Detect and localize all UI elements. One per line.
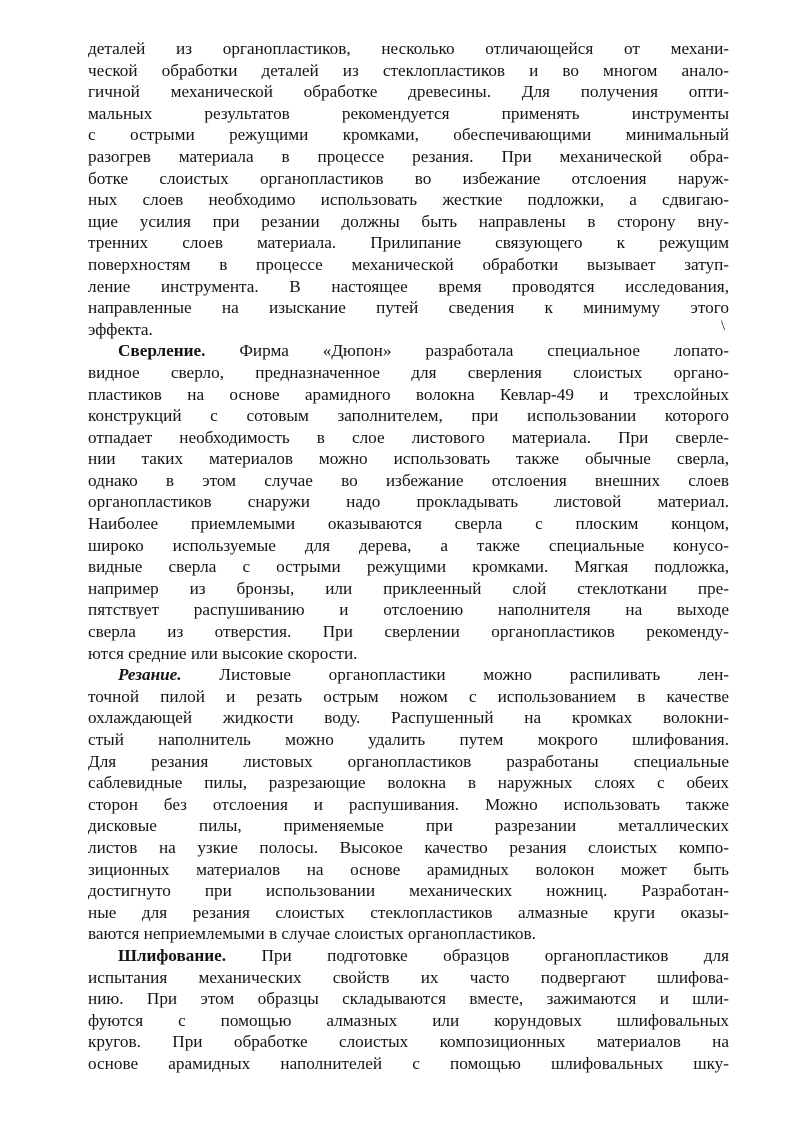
text-line: поверхностям в процессе механической обработки вызывает затуп- (88, 254, 729, 274)
text-line: испытания механических свойств их часто подвергают шлифова- (88, 967, 729, 987)
text-line: мальных результатов рекомендуется применять инструменты (88, 103, 729, 123)
text-line: стый наполнитель можно удалить путем мокрого шлифования. (88, 730, 729, 749)
paragraph-drilling (88, 340, 729, 664)
text-line: ческой обработки деталей из стеклопластиков и во многом анало- (88, 60, 729, 80)
text-line: листов на узкие полосы. Высокое качество резания слоистых компо- (88, 837, 729, 857)
text-line: направленные на изыскание путей сведения к минимуму этого (88, 298, 729, 318)
text-fragment: Фирма «Дюпон» разработала специальное лопато- (205, 341, 729, 361)
text-line: однако в этом случае во избежание отслоения внешних слоев (88, 470, 729, 490)
stray-mark: \ (720, 318, 725, 334)
text-fragment: При подготовке образцов органопластиков для (226, 945, 729, 965)
text-line: пластиков на основе арамидного волокна Кевлар-49 и трехслойных (88, 384, 729, 404)
text-line: Наиболее приемлемыми оказываются сверла с плоским концом, (88, 514, 729, 534)
text-line: видные сверла с острыми режущими кромками. Мягкая подложка, (88, 557, 729, 577)
text-line: пятствует распушиванию и отслоению наполнителя на выходе (88, 600, 729, 620)
text-line (88, 945, 729, 967)
text-line: сверла из отверстия. При сверлении органопластиков рекоменду- (88, 622, 729, 642)
text-line: саблевидные пилы, разрезающие волокна в наружных слоях с обеих (88, 773, 729, 793)
text-line: отпадает необходимость в слое листового материала. При сверле- (88, 427, 729, 447)
text-line: видное сверло, предназначенное для сверления слоистых органо- (88, 362, 729, 382)
text-line: органопластиков снаружи надо прокладывать листовой материал. (88, 492, 729, 512)
text-line: Для резания листовых органопластиков разработаны специальные (88, 751, 729, 771)
text-line: например из бронзы, или приклеенный слой стеклоткани пре- (88, 578, 729, 598)
text-line: фуются с помощью алмазных или корундовых шлифовальных (88, 1010, 729, 1030)
paragraph-continuation (88, 38, 729, 340)
text-line: ление инструмента. В настоящее время проводятся исследования, (88, 276, 729, 296)
text-line: ных слоев необходимо использовать жесткие подложки, а сдвигаю- (88, 190, 729, 210)
text-line: деталей из органопластиков, несколько отличающейся от механи- (88, 39, 729, 58)
section-heading-cutting: Резание. (118, 665, 182, 685)
text-line: конструкций с сотовым заполнителем, при использовании которого (88, 406, 729, 426)
text-line: основе арамидных наполнителей с помощью шлифовальных шку- (88, 1053, 729, 1073)
text-line: ные для резания слоистых стеклопластиков алмазные круги оказы- (88, 902, 729, 922)
text-line: с острыми режущими кромками, обеспечивающими минимальный (88, 125, 729, 145)
text-line: ются средние или высокие скорости. (88, 643, 358, 663)
section-heading-grinding: Шлифование. (118, 945, 227, 965)
text-line: точной пилой и резать острым ножом с использованием в качестве (88, 686, 729, 706)
text-line: тренних слоев материала. Прилипание связующего к режущим (88, 233, 729, 253)
text-line: гичной механической обработке древесины. Для получения опти- (88, 82, 729, 102)
text-line: сторон без отслоения и распушивания. Можно использовать также (88, 794, 729, 814)
text-line: достигнуто при использовании механических ножниц. Разработан- (88, 881, 729, 901)
text-line: ваются неприемлемыми в случае слоистых органопластиков. (88, 924, 536, 944)
text-line: нии таких материалов можно использовать также обычные сверла, (88, 449, 729, 469)
section-heading-drilling: Сверление. (118, 341, 206, 361)
text-line: дисковые пилы, применяемые при разрезании металлических (88, 816, 729, 836)
text-line: разогрев материала в процессе резания. При механической обра- (88, 146, 729, 166)
text-line: эффекта. (88, 319, 153, 339)
text-line: нию. При этом образцы складываются вместе, зажимаются и шли- (88, 989, 729, 1009)
text-line (88, 340, 729, 362)
text-line: широко используемые для дерева, а также специальные конусо- (88, 535, 729, 555)
text-line: щие усилия при резании должны быть направлены в сторону вну- (88, 211, 729, 231)
paragraph-grinding (88, 945, 729, 1075)
paragraph-cutting (88, 664, 729, 945)
text-line: ботке слоистых органопластиков во избежание отслоения наруж- (88, 168, 729, 188)
text-fragment: Листовые органопластики можно распиливать лен- (181, 665, 729, 685)
text-line: охлаждающей жидкости воду. Распушенный на кромках волокни- (88, 708, 729, 728)
text-line: зиционных материалов на основе арамидных волокон может быть (88, 859, 729, 879)
text-line: кругов. При обработке слоистых композиционных материалов на (88, 1032, 729, 1052)
text-line (88, 664, 729, 686)
